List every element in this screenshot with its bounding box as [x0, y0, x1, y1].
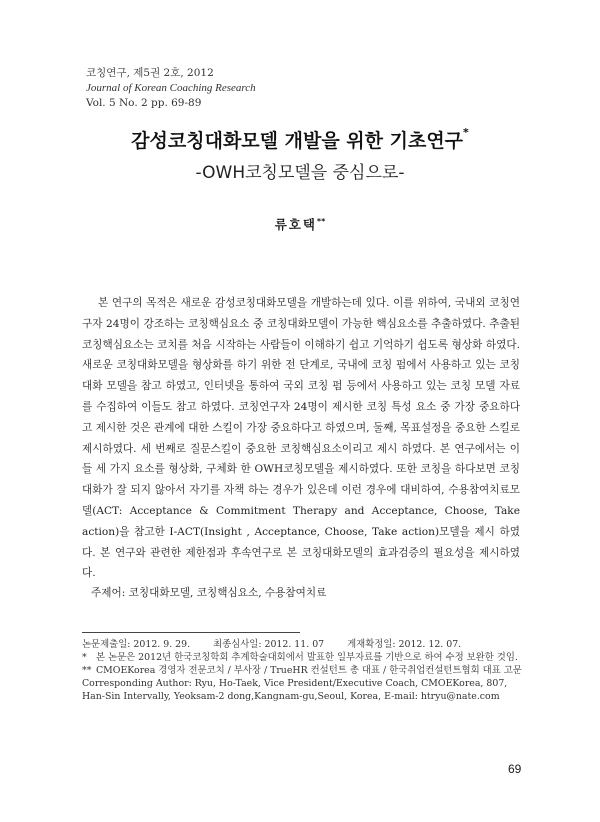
footnote-2-text: CMOEKorea 경영자 전문코치 / 부사장 / TrueHR 컨설턴트 총 대표 / 한국취업컨설턴트협회 대표 고문 [96, 665, 522, 676]
journal-volume: Vol. 5 No. 2 pp. 69-89 [86, 97, 202, 109]
footnote-1 [82, 651, 522, 664]
journal-name: Journal of Korean Coaching Research [86, 82, 256, 94]
footnote-1-mark: * [82, 652, 87, 663]
author-name: 류호택 [274, 217, 317, 232]
keywords-terms: 코칭대화모델, 코칭핵심요소, 수용참여치료 [128, 587, 327, 599]
abstract-text: 본 연구의 목적은 새로운 감성코칭대화모델을 개발하는데 있다. 이를 위하여, 국내외 코칭연구자 24명이 강조하는 코칭핵심요소 중 코칭대화모델이 가능한 핵심요소를 추출하였다. 추출된 코칭핵심요소는 코치를 처음 시작하는 사람들이 이해하기 쉽고 기억하기 쉽도록 형상화 하였다. 새로운 코칭대화모델을 형상화를 하기 위한 전 단계로, 국내에 코칭 펌에서 사용하고 있는 코칭 대화 모델을 참고 하였고, 인터넷을 통하여 국외 코칭 펌 등에서 사용하고 있는 코칭 모델 자료를 수집하여 이들도 참고 하였다. 코칭연구자 24명이 제시한 코칭 특성 요소 중 가장 중요하다고 제시한 것은 관계에 대한 스킬이 가장 중요하다고 하였으며, 둘째, 목표설정을 중요한 스킬로 제시하였다. 세 번째로 질문스킬이 중요한 코칭핵심요소이리고 제시 하였다. 본 연구에서는 이들 세 가지 요소를 형상화, 구체화 한 OWH코칭모델을 제시하였다. 또한 코칭을 하다보면 코칭대화가 잘 되지 않아서 자기를 자책 하는 경우가 있은데 이런 경우에 대비하여, 수용참여치료모델(ACT: Acceptance & Commitment Therapy and Acceptance, Choose, Take action)을 참고한 I-ACT(Insight , Acceptance, Choose, Take action)모델을 제시 하였다. 본 연구와 관련한 제한점과 후속연구로 본 코칭대화모델의 효과검증의 필요성을 제시하였다. [82, 297, 520, 580]
accepted-date: 게재확정일: 2012. 12. 07. [347, 639, 462, 650]
reviewed-date: 최종심사일: 2012. 11. 07 [213, 639, 325, 650]
keywords-label: 주제어: [91, 587, 126, 599]
abstract [82, 293, 520, 584]
keywords [91, 585, 326, 600]
footnote-1-text: 본 논문은 2012년 한국코칭학회 추계학술대회에서 발표한 일부자료를 기반으로 하여 수정 보완한 것임. [96, 652, 518, 663]
submission-dates [82, 638, 522, 651]
corresponding-author: Corresponding Author: Ryu, Ho-Taek, Vice President/Executive Coach, CMOEKorea, 807, Han-Sin Intervally, Yeoksam-2 dong,Kangnam-gu,Seoul, Korea, E-mail: htryu@nate.com [82, 678, 508, 702]
paper-title-text: 감성코칭대화모델 개발을 위한 기초연구 [131, 130, 464, 152]
footnote-2-mark: ** [82, 665, 92, 676]
footnotes [82, 638, 522, 703]
paper-title [0, 126, 600, 153]
submitted-date: 논문제출일: 2012. 9. 29. [82, 639, 191, 650]
author [0, 215, 600, 233]
page-number: 69 [508, 762, 522, 776]
footnote-divider [82, 632, 300, 633]
paper-subtitle: -OWH코칭모델을 중심으로- [195, 163, 405, 183]
author-footnote-mark: ** [316, 216, 326, 226]
title-footnote-mark: * [463, 125, 469, 139]
journal-issue: 코칭연구, 제5권 2호, 2012 [86, 67, 214, 79]
journal-header [86, 66, 256, 111]
footnote-2 [82, 664, 522, 677]
